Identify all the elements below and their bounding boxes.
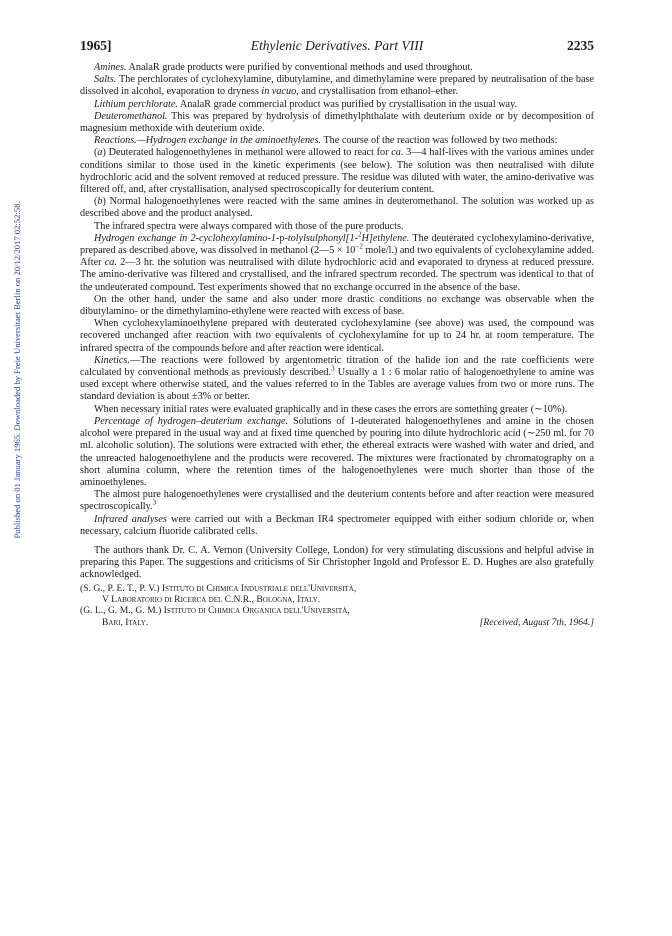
article-body <box>80 62 594 628</box>
paragraph-percentage-exchange: Percentage of hydrogen–deuterium exchange. Solutions of 1-deuterated halogenoethylenes and amine in the chosen alcohol were prepared in the usual way and at fixed time quenched by pouring into dilute hydrochloric acid (∼250 ml. for 70 ml. alcoholic solution). The solutions were extracted with ether, the ethereal extracts were washed with water and dried, and the unreacted halogenoethylene and the products were recovered. The mixtures were fractionated by chromatography on a short alumina column, where the retention times of the halogenoethylenes were much shorter than those of the aminoethylenes. <box>80 415 594 488</box>
paragraph-method-a: (a) Deuterated halogenoethylenes in methanol were allowed to react for ca. 3—4 half-lives with the various amines under conditions similar to those used in the kinetic experiments (see below). The solution was then neutralised with dilute hydrochloric acid and the solvent removed at reduced pressure. The residue was diluted with water, the amino-derivative was filtered off, and, after crystallisation, analysed spectroscopically for deuterium content. <box>80 147 595 196</box>
paragraph-initial-rates: When necessary initial rates were evaluated graphically and in these cases the errors are something greater (∼10%). <box>94 403 568 415</box>
volume-year: 1965] <box>80 38 112 53</box>
paragraph-lithium-perchlorate: Lithium perchlorate. AnalaR grade commercial product was purified by crystallisation in the usual way. <box>94 98 518 110</box>
paragraph-deuteromethanol: Deuteromethanol. This was prepared by hydrolysis of dimethylphthalate with deuterium oxide or by decomposition of magnesium methoxide with deuterium oxide. <box>80 110 594 135</box>
paragraph-amines: Amines. AnalaR grade products were purified by conventional methods and used throughout. <box>94 62 473 73</box>
paragraph-deuterium-contents: The almost pure halogenoethylenes were crystallised and the deuterium contents before and after reaction were measured spectroscopically.$^3$ <box>80 489 594 513</box>
download-notice-text: Published on 01 January 1965. Downloaded by Freie Universitaet Berlin on 20/12/2017 02:52:58. <box>12 201 22 539</box>
paragraph-infrared-analyses: Infrared analyses were carried out with a Beckman IR4 spectrometer equipped with either sodium chloride or, when necessary, calcium fluoride calibrated cells. <box>80 513 594 537</box>
paragraph-salts: Salts. The perchlorates of cyclohexylamine, dibutylamine, and dimethylamine were prepared by neutralisation of the base dissolved in alcohol, evaporation to dryness in vacuo, and crystallisation from ethanol–ether. <box>80 74 594 98</box>
paragraph-reactions: Reactions.—Hydrogen exchange in the aminoethylenes. The course of the reaction was followed by two methods: <box>94 135 558 147</box>
paragraph-method-b: (b) Normal halogenoethylenes were reacted with the same amines in deuteromethanol. The solution was worked up as described above and the product analysed. <box>80 196 594 220</box>
paragraph-hydrogen-exchange: Hydrogen exchange in 2-cyclohexylamino-1-p-tolylsulphonyl[1-$^2$H]ethylene. The deuterated cyclohexylamino-derivative, prepared as described above, was dissolved in methanol (2—5 × $10^{-2}$ mole/l.) and two equivalents of cyclohexylamine added. After ca. 2—3 hr. the solution was neutralised with dilute hydrochloric acid and evaporated to dryness at reduced pressure. The amino-derivative was filtered and crystallised, and the infrared spectrum recorded. The spectrum was identical to that of the undeuterated compound. Test experiments showed that no exchange occurred in the absence of the base. <box>80 230 595 293</box>
address-1-line-2: V Laboratorio di Ricerca del C.N.R., Bologna, Italy. <box>102 593 321 605</box>
address-2-line-2: Bari, Italy. <box>102 616 149 628</box>
paragraph-kinetics: Kinetics.—The reactions were followed by argentometric titration of the halide ion and the rate coefficients were calculated by conventional methods as previously described.$^3$ Usually a 1 : 6 molar ratio of halogenoethylene to amine was used except where otherwise stated, and the values referred to in the Tables are average values from two or more runs. The standard deviation is about ±3% or better. <box>80 354 594 403</box>
address-2-line-1: (G. L., G. M., G. M.) Istituto di Chimica Organica dell'Università, <box>80 605 350 617</box>
paragraph-no-exchange: On the other hand, under the same and also under more drastic conditions no exchange was observable when the dibutylamino- or the dimethylamino-ethylene were reacted with excess of base. <box>80 293 594 318</box>
paragraph-infrared-compare: The infrared spectra were always compared with those of the pure products. <box>94 220 404 232</box>
running-title: Ethylenic Derivatives. Part VIII <box>250 38 424 53</box>
page-number: 2235 <box>567 38 594 53</box>
received-date: [Received, August 7th, 1964.] <box>479 616 594 628</box>
address-1-line-1: (S. G., P. E. T., P. V.) Istituto di Chimica Industriale dell'Università, <box>80 582 357 594</box>
acknowledgements: The authors thank Dr. C. A. Vernon (University College, London) for very stimulating discussions and helpful advise in preparing this Paper. The suggestions and criticisms of Sir Christopher Ingold and Professor E. D. Hughes are also gratefully acknowledged. <box>80 544 594 581</box>
download-notice[interactable] <box>10 160 24 580</box>
paragraph-cyclohexylamino: When cyclohexylaminoethylene prepared with deuterated cyclohexylamine (see above) was used, the compound was recovered unchanged after reaction with two equivalents of cyclohexylamine for up to 24 hr. at room temperature. The infrared spectra of the compounds before and after reaction were identical. <box>80 318 594 354</box>
page-header <box>80 38 594 56</box>
author-addresses <box>80 583 594 629</box>
